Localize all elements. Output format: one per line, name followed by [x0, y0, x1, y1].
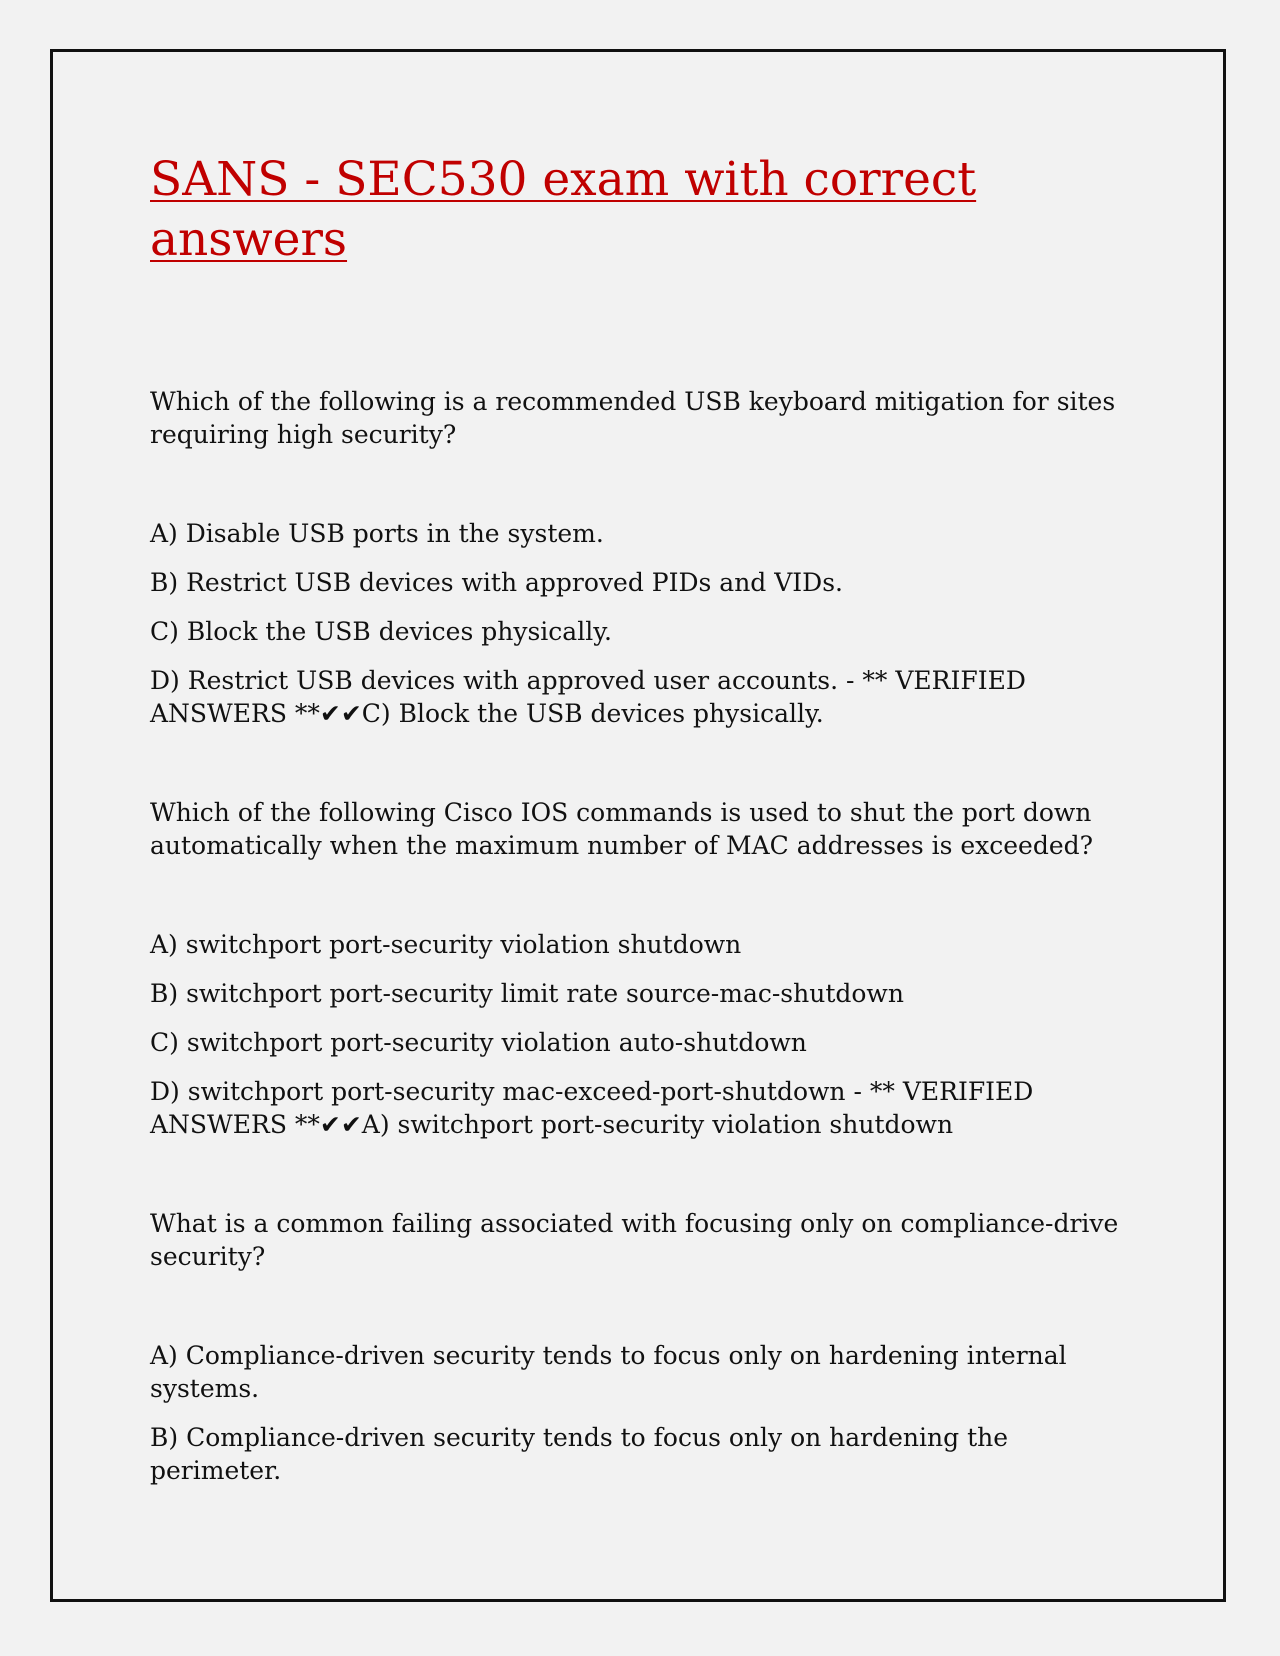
- question-text: Which of the following Cisco IOS commands is used to shut the port down automatically when the maximum number of MAC addresses is exceeded?: [150, 798, 1094, 860]
- answer-option-a: A) switchport port-security violation shutdown: [150, 930, 742, 959]
- question-block-3: [150, 1207, 1130, 1487]
- answer-options: [150, 928, 1130, 1141]
- answer-option-d: D) Restrict USB devices with approved user accounts. - ** VERIFIED ANSWERS **✔✔C) Block the USB devices physically.: [150, 666, 1026, 728]
- question-text: What is a common failing associated with focusing only on compliance-drive security?: [150, 1209, 1119, 1271]
- answer-option-a: A) Compliance-driven security tends to focus only on hardening internal systems.: [150, 1341, 1067, 1403]
- question-block-2: [150, 796, 1130, 1141]
- document-title: SANS - SEC530 exam with correct answers: [150, 152, 977, 267]
- answer-option-b: B) switchport port-security limit rate source-mac-shutdown: [150, 979, 904, 1008]
- answer-options: [150, 1339, 1130, 1487]
- answer-option-d: D) switchport port-security mac-exceed-port-shutdown - ** VERIFIED ANSWERS **✔✔A) switchport port-security violation shutdown: [150, 1077, 1034, 1139]
- document-body: [150, 150, 1130, 1487]
- answer-options: [150, 517, 1130, 730]
- answer-option-b: B) Compliance-driven security tends to focus only on hardening the perimeter.: [150, 1423, 1009, 1485]
- question-text: Which of the following is a recommended USB keyboard mitigation for sites requiring high security?: [150, 387, 1116, 449]
- answer-option-c: C) switchport port-security violation auto-shutdown: [150, 1028, 807, 1057]
- answer-option-a: A) Disable USB ports in the system.: [150, 519, 604, 548]
- question-block-1: [150, 385, 1130, 730]
- answer-option-c: C) Block the USB devices physically.: [150, 617, 612, 646]
- answer-option-b: B) Restrict USB devices with approved PIDs and VIDs.: [150, 568, 844, 597]
